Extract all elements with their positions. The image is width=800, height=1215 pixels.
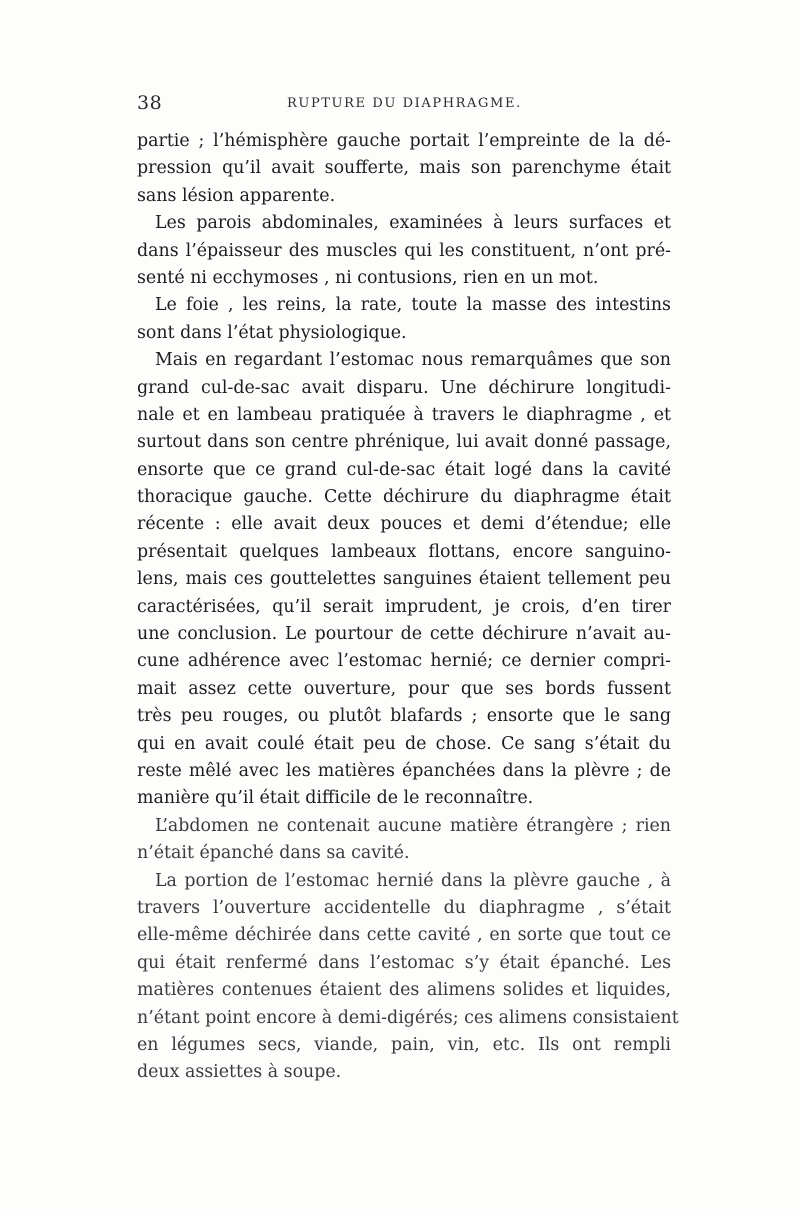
text-line: Le foie , les reins, la rate, toute la masse des intestins (155, 295, 671, 316)
text-line: n’étant point encore à demi-digérés; ces alimens consistaient (137, 1007, 679, 1028)
text-line: manière qu’il était difficile de le reconnaître. (137, 788, 534, 809)
text-line: Mais en regardant l’estomac nous remarquâmes que son (155, 350, 671, 371)
text-line: n’était épanché dans sa cavité. (137, 843, 410, 864)
text-line: mait assez cette ouverture, pour que ses bords fussent (137, 678, 671, 699)
text-line: qui était renfermé dans l’estomac s’y était épanché. Les (137, 952, 671, 973)
text-line: matières contenues étaient des alimens solides et liquides, (137, 980, 671, 1001)
text-line: surtout dans son centre phrénique, lui avait donné passage, (137, 432, 671, 453)
text-line: présentait quelques lambeaux flottans, encore sanguino- (137, 541, 671, 562)
text-line: La portion de l’estomac hernié dans la plèvre gauche , à (155, 870, 671, 891)
text-line: elle-même déchirée dans cette cavité , en sorte que tout ce (137, 925, 671, 946)
text-line: reste mêlé avec les matières épanchées dans la plèvre ; de (137, 760, 671, 781)
text-line: ensorte que ce grand cul-de-sac était logé dans la cavité (137, 459, 671, 480)
page-header (137, 92, 670, 122)
page-number: 38 (137, 92, 163, 114)
text-line: senté ni ecchymoses , ni contusions, rien en un mot. (137, 267, 599, 288)
text-line: en légumes secs, viande, pain, vin, etc. Ils ont rempli (137, 1034, 671, 1055)
text-line: qui en avait coulé était peu de chose. Ce sang s’était du (137, 733, 671, 754)
text-line: deux assiettes à soupe. (137, 1062, 342, 1083)
text-line: L’abdomen ne contenait aucune matière étrangère ; rien (155, 815, 671, 836)
text-line: cune adhérence avec l’estomac hernié; ce dernier compri- (137, 651, 671, 672)
text-line: thoracique gauche. Cette déchirure du diaphragme était (137, 487, 671, 508)
text-line: travers l’ouverture accidentelle du diaphragme , s’était (137, 897, 671, 918)
text-line: sont dans l’état physiologique. (137, 322, 407, 343)
text-line: dans l’épaisseur des muscles qui les constituent, n’ont pré- (137, 240, 671, 261)
text-line: une conclusion. Le pourtour de cette déchirure n’avait au- (137, 624, 671, 645)
text-line: récente : elle avait deux pouces et demi d’étendue; elle (137, 514, 671, 535)
text-line: grand cul-de-sac avait disparu. Une déchirure longitudi- (137, 377, 671, 398)
text-line: très peu rouges, ou plutôt blafards ; ensorte que le sang (137, 706, 671, 727)
text-line: sans lésion apparente. (137, 185, 336, 206)
text-line: lens, mais ces gouttelettes sanguines étaient tellement peu (137, 569, 671, 590)
text-line: nale et en lambeau pratiquée à travers le diaphragme , et (137, 404, 671, 425)
text-line: caractérisées, qu’il serait imprudent, je crois, d’en tirer (137, 596, 671, 617)
running-head: RUPTURE DU DIAPHRAGME. (287, 96, 522, 111)
text-line: Les parois abdominales, examinées à leurs surfaces et (155, 213, 671, 234)
text-line: pression qu’il avait soufferte, mais son parenchyme était (137, 158, 671, 179)
body-text (137, 128, 679, 1087)
text-line: partie ; l’hémisphère gauche portait l’empreinte de la dé- (137, 131, 671, 151)
